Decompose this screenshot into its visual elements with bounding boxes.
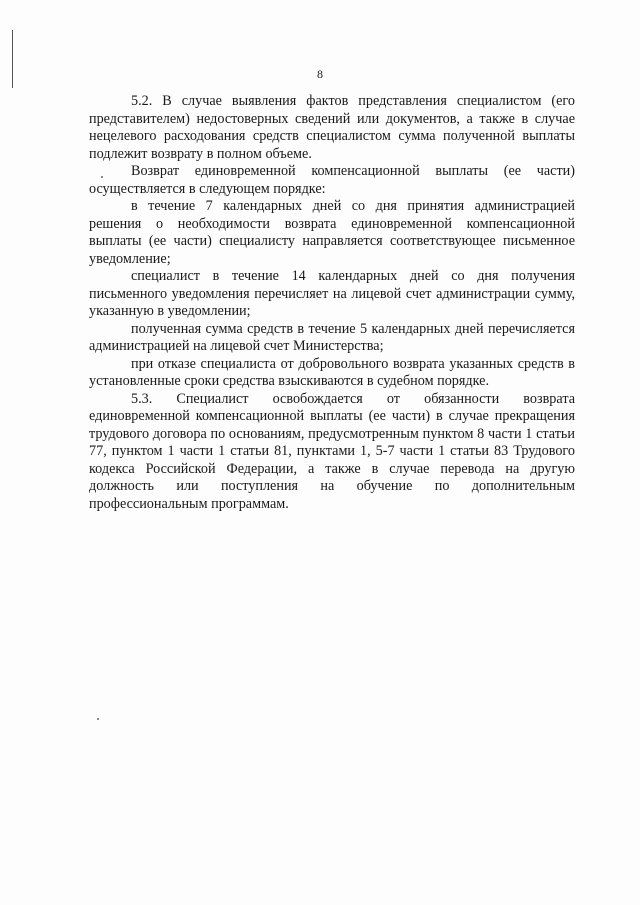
paragraph-refund-procedure: Возврат единовременной компенсационной выплаты (ее части) осуществляется в следующем порядке: (89, 163, 575, 197)
page-number: 8 (317, 67, 323, 81)
paragraph-5-2: 5.2. В случае выявления фактов представления специалистом (его представителем) недостоверных сведений или документов, а также в случае нецелевого расходования средств специалистом сумма полученной выплаты подлежит возврату в полном объеме. (89, 93, 575, 162)
paragraph-court-recovery: при отказе специалиста от добровольного возврата указанных средств в установленные сроки средства взыскиваются в судебном порядке. (89, 355, 575, 389)
document-body (89, 93, 575, 513)
paragraph-ministry-transfer: полученная сумма средств в течение 5 календарных дней перечисляется администрацией на лицевой счет Министерства; (89, 320, 575, 354)
paragraph-notice: в течение 7 календарных дней со дня принятия администрацией решения о необходимости возврата единовременной компенсационной выплаты (ее части) специалисту направляется соответствующее письменное уведомление; (89, 198, 575, 267)
paragraph-specialist-transfer: специалист в течение 14 календарных дней со дня получения письменного уведомления перечисляет на лицевой счет администрации сумму, указанную в уведомлении; (89, 268, 575, 319)
paragraph-5-3: 5.3. Специалист освобождается от обязанности возврата единовременной компенсационной выплаты (ее части) в случае прекращения трудового договора по основаниям, предусмотренным пунктом 8 части 1 статьи 77, пунктом 1 части 1 статьи 81, пунктами 1, 5-7 части 1 статьи 83 Трудового кодекса Российской Федерации, а также в случае перевода на другую должность или поступления на обучение по дополнительным профессиональным программам. (89, 390, 575, 512)
scan-speck (97, 718, 99, 720)
